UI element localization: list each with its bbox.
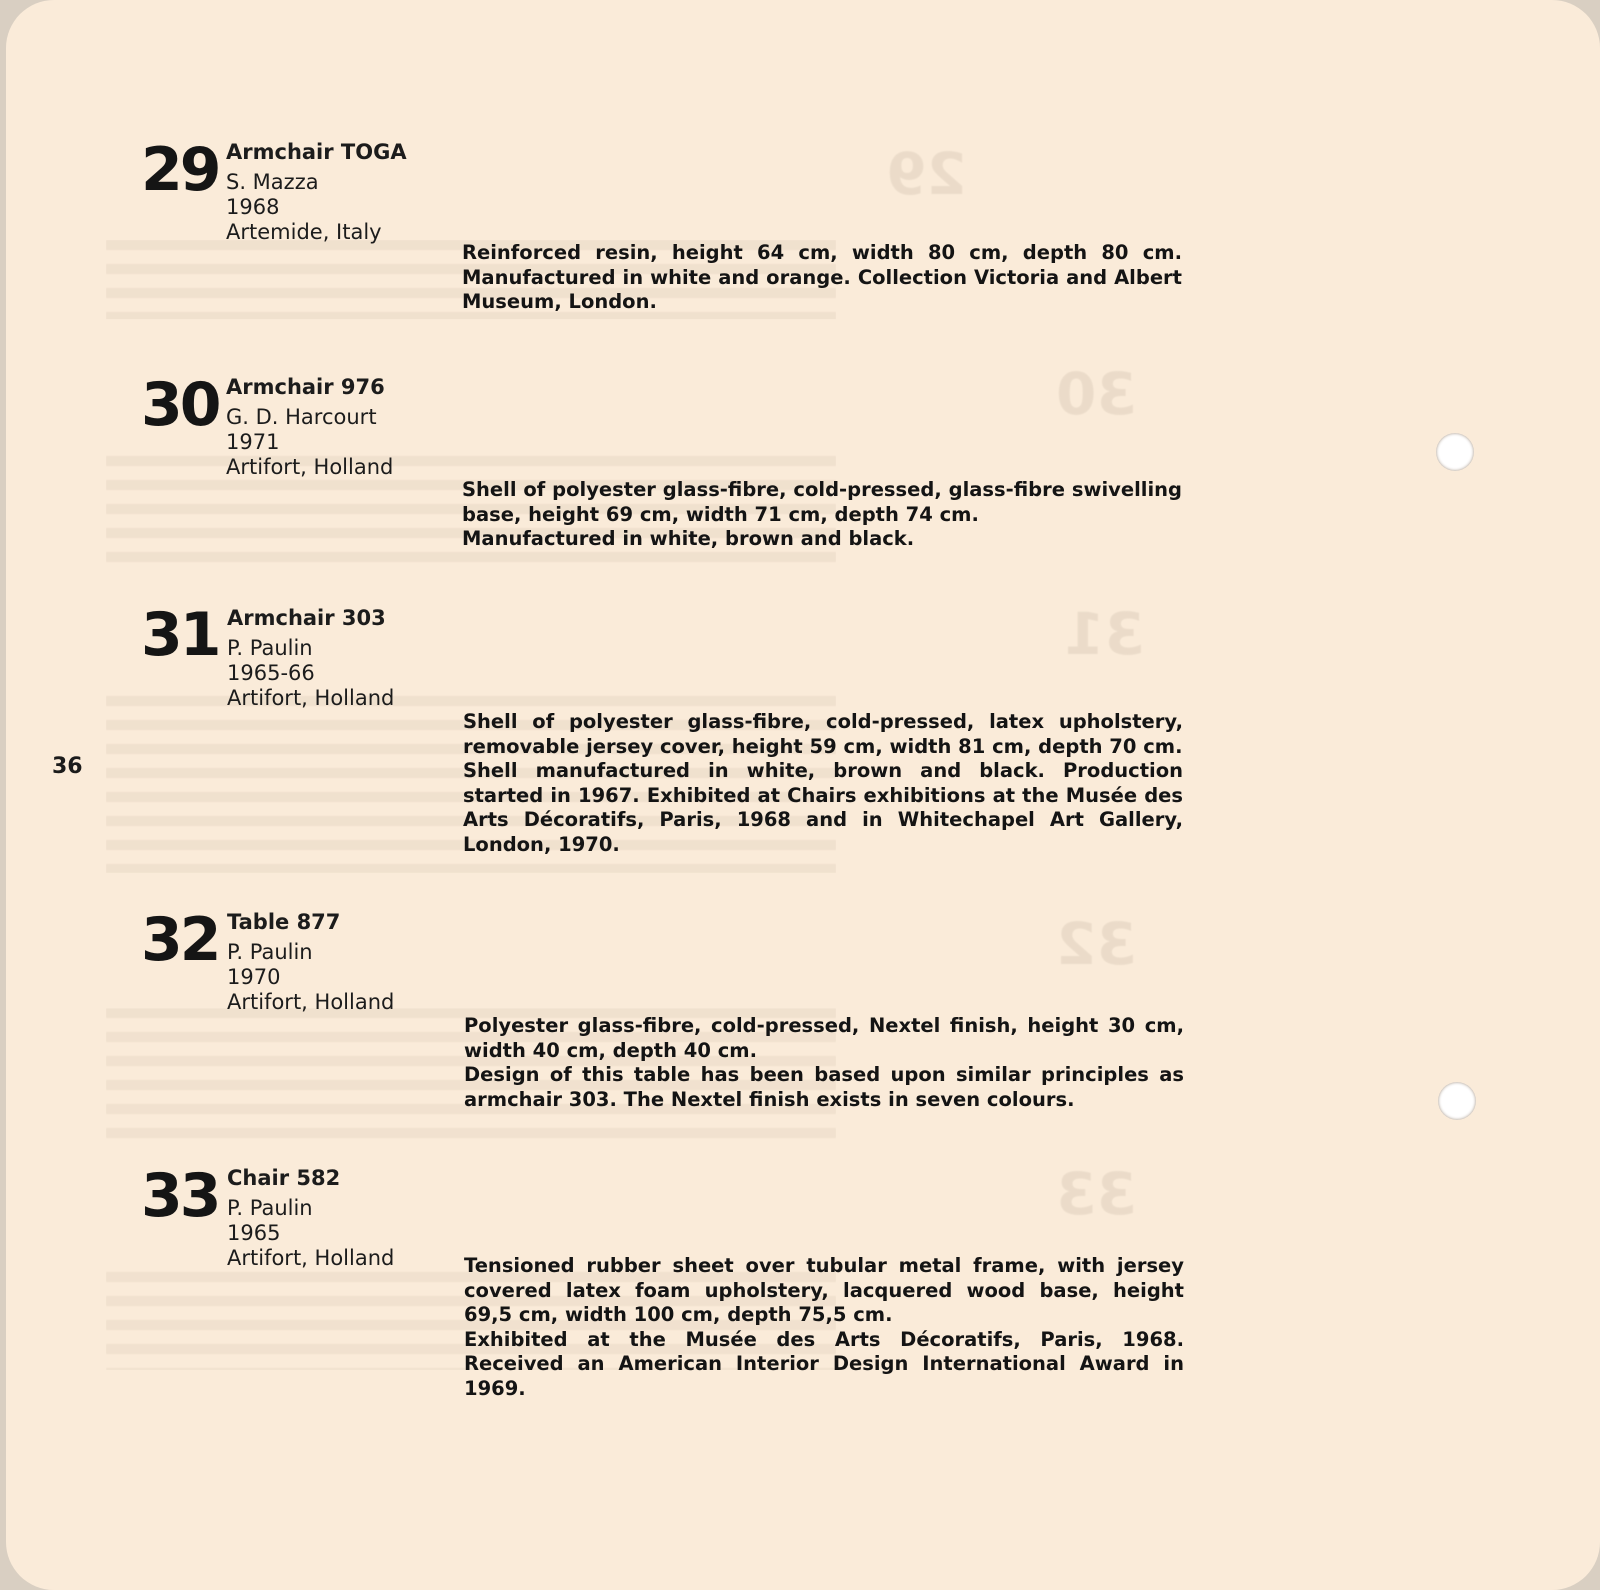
entry-manufacturer: Artifort, Holland xyxy=(227,990,395,1014)
entry-manufacturer: Artifort, Holland xyxy=(226,455,394,479)
show-through-33: 33 xyxy=(1056,1160,1137,1228)
binder-hole-top xyxy=(1436,433,1474,471)
entry-year: 1970 xyxy=(227,965,281,989)
description-paragraph: Shell of polyester glass-fibre, cold-pressed, glass-fibre swivelling base, height 69 cm, width 71 cm, depth 74 cm. xyxy=(462,478,1182,526)
binder-hole-bottom xyxy=(1438,1082,1476,1120)
entry-designer: P. Paulin xyxy=(227,940,313,964)
entry-number: 32 xyxy=(141,905,219,975)
description-paragraph: Tensioned rubber sheet over tubular metal frame, with jersey covered latex foam upholstery, lacquered wood base, height 69,5 cm, width 100 cm, depth 75,5 cm. xyxy=(464,1254,1184,1326)
description-paragraph: Shell of polyester glass-fibre, cold-pressed, latex upholstery, removable jersey cover, height 59 cm, width 81 cm, depth 70 cm. xyxy=(463,710,1183,758)
entry-meta xyxy=(227,1164,467,1271)
entry-meta xyxy=(227,604,467,711)
catalogue-page xyxy=(6,0,1600,1590)
entry-designer: S. Mazza xyxy=(226,170,319,194)
entry-designer: P. Paulin xyxy=(227,1196,313,1220)
entry-number: 30 xyxy=(141,370,219,440)
entry-manufacturer: Artifort, Holland xyxy=(227,1246,395,1270)
entry-description xyxy=(462,241,1182,315)
description-paragraph: Reinforced resin, height 64 cm, width 80 cm, depth 80 cm. Manufactured in white and orange. Collection Victoria and Albert Museum, London. xyxy=(462,241,1182,313)
entry-title: Armchair 303 xyxy=(227,606,386,630)
entry-number: 33 xyxy=(141,1161,219,1231)
description-paragraph: Shell manufactured in white, brown and black. Production started in 1967. Exhibited at Chairs exhibitions at the Musée des Arts Décoratifs, Paris, 1968 and in Whitechapel Art Gallery, London, 1970. xyxy=(463,759,1183,856)
page-number: 36 xyxy=(52,754,83,779)
entry-year: 1965 xyxy=(227,1221,281,1245)
description-paragraph: Design of this table has been based upon similar principles as armchair 303. The Nextel finish exists in seven colours. xyxy=(464,1063,1184,1111)
entry-designer: P. Paulin xyxy=(227,636,313,660)
entry-year: 1968 xyxy=(226,195,280,219)
entry-description xyxy=(464,1014,1184,1112)
entry-year: 1971 xyxy=(226,430,280,454)
entry-meta xyxy=(226,138,466,245)
entry-manufacturer: Artemide, Italy xyxy=(226,220,382,244)
entry-title: Chair 582 xyxy=(227,1166,341,1190)
entry-meta xyxy=(226,373,466,480)
entry-description xyxy=(463,710,1183,857)
entry-title: Armchair TOGA xyxy=(226,140,407,164)
entry-number: 29 xyxy=(141,135,219,205)
description-paragraph: Exhibited at the Musée des Arts Décoratifs, Paris, 1968. Received an American Interior Design International Award in 1969. xyxy=(464,1327,1184,1400)
entry-manufacturer: Artifort, Holland xyxy=(227,686,395,710)
entry-year: 1965-66 xyxy=(227,661,315,685)
description-paragraph: Polyester glass-fibre, cold-pressed, Nextel finish, height 30 cm, width 40 cm, depth 40 cm. xyxy=(464,1014,1184,1062)
show-through-29: 29 xyxy=(886,140,967,208)
description-paragraph: Manufactured in white, brown and black. xyxy=(462,527,915,550)
entry-meta xyxy=(227,908,467,1015)
entry-number: 31 xyxy=(141,600,219,670)
show-through-31: 31 xyxy=(1064,600,1145,668)
entry-description xyxy=(462,478,1182,552)
show-through-32: 32 xyxy=(1056,910,1137,978)
entry-designer: G. D. Harcourt xyxy=(226,405,377,429)
entry-description xyxy=(464,1254,1184,1401)
entry-title: Table 877 xyxy=(227,910,341,934)
entry-title: Armchair 976 xyxy=(226,375,385,399)
show-through-30: 30 xyxy=(1056,360,1137,428)
